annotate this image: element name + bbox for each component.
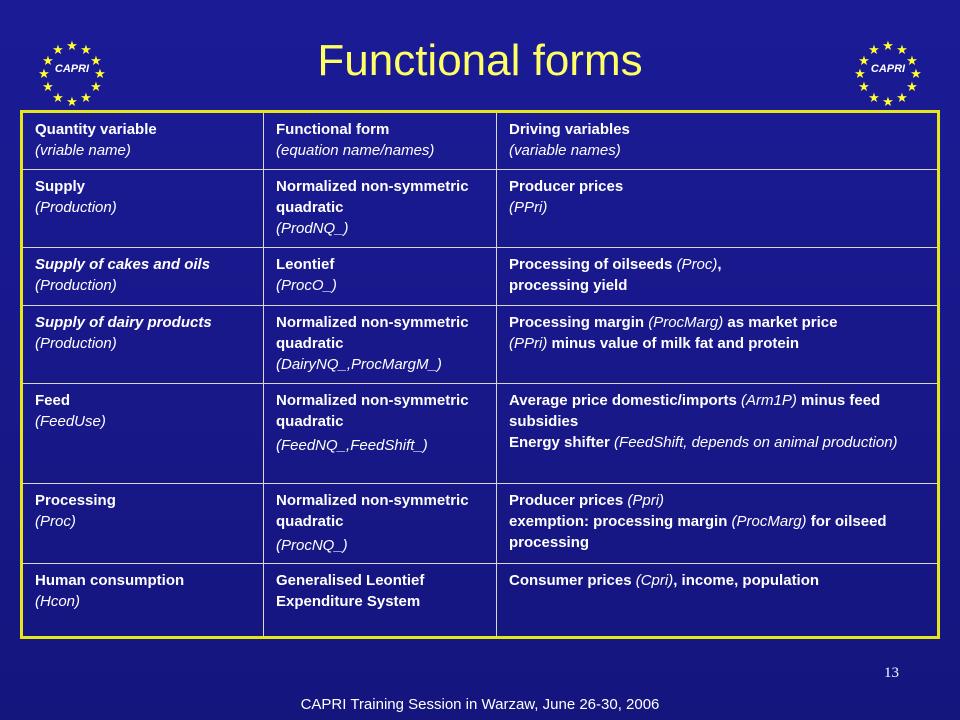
text-run-italic: (PPri) — [509, 335, 548, 352]
cell-italic: (ProcO_) — [276, 277, 337, 294]
cell-italic: (Hcon) — [35, 593, 81, 610]
text-run-italic: (ProcMarg) — [731, 513, 807, 530]
slide-title: Functional forms — [317, 36, 643, 85]
cell-bold: Quantity variable — [35, 121, 157, 138]
svg-text:★: ★ — [66, 95, 78, 108]
cell-italic: (Production) — [35, 199, 117, 216]
cell-italic: (DairyNQ_,ProcMargM_) — [276, 356, 442, 373]
table-row — [22, 384, 939, 484]
cell-line: processing yield — [509, 277, 628, 294]
svg-text:★: ★ — [906, 80, 918, 95]
cell-bold: Human consumption — [35, 572, 185, 589]
table-cell — [22, 484, 264, 564]
cell-italic: (FeedUse) — [35, 413, 106, 430]
text-run-italic: (Ppri) — [627, 492, 665, 509]
cell-bold: Producer prices — [509, 178, 624, 195]
cell-italic: (ProdNQ_) — [276, 220, 349, 237]
svg-text:★: ★ — [896, 43, 908, 58]
cell-line — [509, 333, 927, 354]
svg-text:★: ★ — [94, 67, 106, 82]
cell-bold: Functional form — [276, 121, 390, 138]
text-run-italic: (ProcMarg) — [648, 314, 724, 331]
svg-text:★: ★ — [38, 67, 50, 82]
table-cell — [497, 306, 939, 384]
cell-italic: (equation name/names) — [276, 142, 435, 159]
svg-text:★: ★ — [854, 67, 866, 82]
svg-text:★: ★ — [896, 91, 908, 106]
svg-text:★: ★ — [80, 91, 92, 106]
cell-bold: Normalized non-symmetric quadratic — [276, 392, 469, 430]
cell-line — [509, 312, 927, 333]
text-run-italic: (Cpri) — [635, 572, 674, 589]
table-row — [22, 248, 939, 306]
table-cell — [264, 306, 497, 384]
cell-italic: (ProcNQ_) — [276, 537, 348, 554]
slide-footer: CAPRI Training Session in Warzaw, June 26-30, 2006 — [300, 696, 660, 713]
cell-line — [509, 432, 927, 453]
cell-bold: Normalized non-symmetric quadratic — [276, 492, 469, 530]
svg-text:★: ★ — [858, 54, 870, 69]
text-run: minus value of milk fat and protein — [547, 335, 800, 352]
cell-bold-italic: Supply of cakes and oils — [35, 256, 211, 273]
cell-line — [509, 570, 927, 591]
cell-italic: (PPri) — [509, 199, 548, 216]
cell-italic: (Production) — [35, 335, 117, 352]
table-row — [22, 564, 939, 638]
text-run: Energy shifter — [509, 434, 615, 451]
svg-text:★: ★ — [882, 95, 894, 108]
text-run: Average price domestic/imports — [509, 392, 742, 409]
table-header-row — [22, 112, 939, 170]
text-run: Processing margin — [509, 314, 649, 331]
text-run: Producer prices — [509, 492, 628, 509]
table-cell — [264, 564, 497, 638]
cell-bold: Driving variables — [509, 121, 630, 138]
cell-line — [509, 511, 927, 553]
table-cell — [264, 170, 497, 248]
table-cell — [497, 384, 939, 484]
table-row — [22, 170, 939, 248]
svg-text:★: ★ — [52, 43, 64, 58]
functional-forms-table — [20, 110, 940, 639]
cell-italic: (FeedNQ_,FeedShift_) — [276, 437, 428, 454]
table-cell — [497, 112, 939, 170]
text-run-italic: (Arm1P) — [741, 392, 797, 409]
text-run: exemption: processing margin — [509, 513, 732, 530]
table-cell — [264, 484, 497, 564]
cell-italic: (variable names) — [509, 142, 621, 159]
svg-text:★: ★ — [868, 43, 880, 58]
page-number: 13 — [884, 665, 899, 681]
capri-logo-text: CAPRI — [870, 63, 906, 75]
table-cell — [22, 248, 264, 306]
text-run: , income, population — [673, 572, 820, 589]
svg-text:★: ★ — [42, 80, 54, 95]
text-run-italic: (Proc) — [676, 256, 718, 273]
table-cell — [22, 306, 264, 384]
cell-bold: Leontief — [276, 256, 335, 273]
table-cell — [22, 112, 264, 170]
text-run: for oilseed processing — [509, 513, 887, 551]
svg-text:★: ★ — [90, 80, 102, 95]
svg-text:★: ★ — [882, 39, 894, 54]
cell-italic: (Production) — [35, 277, 117, 294]
cell-bold: Normalized non-symmetric quadratic — [276, 314, 469, 352]
svg-text:★: ★ — [52, 91, 64, 106]
svg-text:★: ★ — [80, 43, 92, 58]
table-cell — [264, 112, 497, 170]
cell-bold-italic: Supply of dairy products — [35, 314, 212, 331]
cell-italic: (vriable name) — [35, 142, 131, 159]
text-run-italic: (FeedShift, depends on animal production) — [614, 434, 898, 451]
svg-text:★: ★ — [906, 54, 918, 69]
cell-line — [509, 390, 927, 432]
cell-bold: Supply — [35, 178, 86, 195]
table-cell — [497, 170, 939, 248]
svg-text:★: ★ — [858, 80, 870, 95]
cell-bold: Feed — [35, 392, 71, 409]
table-cell — [22, 170, 264, 248]
svg-text:★: ★ — [66, 39, 78, 54]
cell-bold: Processing — [35, 492, 116, 509]
text-run: Consumer prices — [509, 572, 636, 589]
table-cell — [264, 248, 497, 306]
table-cell — [497, 484, 939, 564]
text-run: minus feed subsidies — [509, 392, 881, 430]
table-row — [22, 484, 939, 564]
cell-bold: Generalised Leontief Expenditure System — [276, 572, 425, 610]
svg-text:★: ★ — [42, 54, 54, 69]
svg-text:★: ★ — [910, 67, 922, 82]
cell-italic: (Proc) — [35, 513, 76, 530]
capri-logo-text: CAPRI — [54, 63, 90, 75]
table-cell — [22, 564, 264, 638]
cell-bold: Normalized non-symmetric quadratic — [276, 178, 469, 216]
cell-line — [509, 254, 927, 275]
table-cell — [22, 384, 264, 484]
table-cell — [264, 384, 497, 484]
svg-text:★: ★ — [90, 54, 102, 69]
text-run: , — [717, 256, 722, 273]
table-cell — [497, 564, 939, 638]
svg-text:★: ★ — [868, 91, 880, 106]
table-row — [22, 306, 939, 384]
table-cell — [497, 248, 939, 306]
text-run: as market price — [723, 314, 838, 331]
text-run: Processing of oilseeds — [509, 256, 677, 273]
cell-line — [509, 490, 927, 511]
